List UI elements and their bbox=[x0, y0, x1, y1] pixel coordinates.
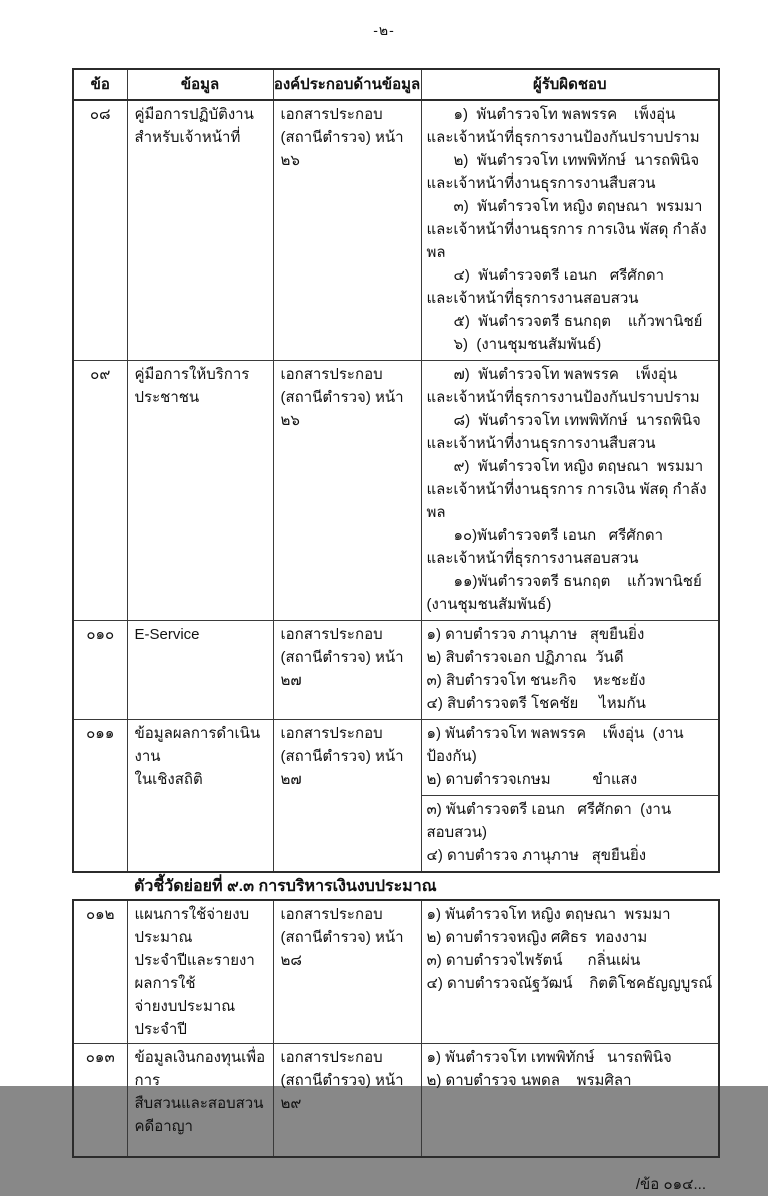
text-line: จ่ายงบประมาณ ประจำปี bbox=[134, 998, 240, 1038]
table-row bbox=[73, 621, 719, 720]
responsible-group bbox=[422, 621, 719, 719]
responsible-line: และเจ้าหน้าที่ธุรการงานป้องกันปราบปราม bbox=[426, 389, 700, 406]
section-title: ตัวชี้วัดย่อยที่ ๙.๓ การบริหารเงินงบประมาณ bbox=[134, 878, 437, 895]
responsible-line: ๙) พันตำรวจโท หญิง ตฤษณา พรมมา bbox=[453, 458, 704, 475]
responsible-line: ๗) พันตำรวจโท พลพรรค เพ็งอุ่น bbox=[453, 366, 678, 383]
table-row bbox=[73, 900, 719, 1044]
text-line: (สถานีตำรวจ) หน้า ๒๘ bbox=[280, 929, 408, 969]
responsible-line: ๓) ดาบตำรวจไพรัตน์ กลิ่นเผ่น bbox=[426, 952, 641, 969]
cell-data bbox=[127, 1044, 273, 1157]
text-line: เอกสารประกอบ bbox=[280, 906, 383, 923]
responsible-line: และเจ้าหน้าที่งานธุรการงานสืบสวน bbox=[426, 435, 656, 452]
budget-table bbox=[72, 899, 720, 1158]
cell-component bbox=[273, 100, 421, 361]
cell-data bbox=[127, 361, 273, 621]
responsible-line: ๑) ดาบตำรวจ ภานุภาษ สุขยืนยิ่ง bbox=[426, 626, 645, 643]
responsible-group bbox=[422, 795, 719, 871]
responsible-group bbox=[422, 101, 719, 360]
cell-responsible bbox=[421, 621, 719, 720]
responsible-line: (งานชุมชนสัมพันธ์) bbox=[426, 596, 552, 613]
responsible-line: ๓) พันตำรวจตรี เอนก ศรีศักดา (งานสอบสวน) bbox=[426, 801, 672, 841]
table-header-row bbox=[73, 69, 719, 100]
cell-no: ๐๑๓ bbox=[73, 1044, 127, 1157]
text-line: สำหรับเจ้าหน้าที่ bbox=[134, 129, 241, 146]
responsible-line: ๑) พันตำรวจโท เทพพิทักษ์ นารถพินิจ bbox=[426, 1049, 672, 1066]
table-row bbox=[73, 720, 719, 873]
cell-no: ๐๙ bbox=[73, 361, 127, 621]
responsible-line: ๒) ดาบตำรวจหญิง ศศิธร ทองงาม bbox=[426, 929, 648, 946]
cell-component bbox=[273, 900, 421, 1044]
responsible-group bbox=[422, 361, 719, 620]
responsible-line: ๑) พันตำรวจโท พลพรรค เพ็งอุ่น (งานป้องกัน) bbox=[426, 725, 684, 765]
cell-no: ๐๘ bbox=[73, 100, 127, 361]
responsible-group bbox=[422, 901, 719, 999]
header-cell-component: องค์ประกอบด้านข้อมูล bbox=[273, 69, 421, 100]
responsible-group bbox=[422, 720, 719, 795]
cell-component bbox=[273, 1044, 421, 1157]
cell-no: ๐๑๑ bbox=[73, 720, 127, 873]
responsible-line: ๑) พันตำรวจโท พลพรรค เพ็งอุ่น bbox=[453, 106, 676, 123]
text-line: (สถานีตำรวจ) หน้า ๒๗ bbox=[280, 748, 408, 788]
responsible-line: ๔) ดาบตำรวจ ภานุภาษ สุขยืนยิ่ง bbox=[426, 847, 647, 864]
responsible-line: ๑๑)พันตำรวจตรี ธนกฤต แก้วพานิชย์ bbox=[453, 573, 702, 590]
main-table bbox=[72, 68, 720, 873]
cell-no: ๐๑๐ bbox=[73, 621, 127, 720]
text-line: สืบสวนและสอบสวน bbox=[134, 1095, 264, 1112]
text-line: คู่มือการปฏิบัติงาน bbox=[134, 106, 254, 123]
cell-component bbox=[273, 720, 421, 873]
table-row bbox=[73, 361, 719, 621]
text-line: เอกสารประกอบ bbox=[280, 1049, 383, 1066]
responsible-line: ๒) ดาบตำรวจเกษม ขำแสง bbox=[426, 771, 638, 788]
cell-responsible bbox=[421, 900, 719, 1044]
text-line: แผนการใช้จ่ายงบประมาณ bbox=[134, 906, 250, 946]
responsible-line: ๔) สิบตำรวจตรี โชคชัย ไหมกัน bbox=[426, 695, 646, 712]
responsible-line: และเจ้าหน้าที่ธุรการงานป้องกันปราบปราม bbox=[426, 129, 700, 146]
header-cell-no: ข้อ bbox=[73, 69, 127, 100]
cell-data bbox=[127, 900, 273, 1044]
header-cell-responsible: ผู้รับผิดชอบ bbox=[421, 69, 719, 100]
responsible-line: ๑) พันตำรวจโท หญิง ตฤษณา พรมมา bbox=[426, 906, 671, 923]
table-row bbox=[73, 100, 719, 361]
responsible-line: และเจ้าหน้าที่งานธุรการ การเงิน พัสดุ กำลังพล bbox=[426, 221, 707, 261]
table-row bbox=[73, 1044, 719, 1157]
text-line: เอกสารประกอบ bbox=[280, 366, 383, 383]
responsible-line: ๓) สิบตำรวจโท ชนะกิจ หะชะยัง bbox=[426, 672, 646, 689]
responsible-line: ๒) พันตำรวจโท เทพพิทักษ์ นารถพินิจ bbox=[453, 152, 700, 169]
responsible-line: ๕) พันตำรวจตรี ธนกฤต แก้วพานิชย์ bbox=[453, 313, 703, 330]
cell-responsible bbox=[421, 361, 719, 621]
responsible-line: ๔) พันตำรวจตรี เอนก ศรีศักดา bbox=[453, 267, 665, 284]
cell-responsible bbox=[421, 720, 719, 873]
text-line: ประชาชน bbox=[134, 389, 200, 406]
responsible-line: ๘) พันตำรวจโท เทพพิทักษ์ นารถพินิจ bbox=[453, 412, 701, 429]
cell-responsible bbox=[421, 1044, 719, 1157]
text-line: ในเชิงสถิติ bbox=[134, 771, 203, 788]
responsible-line: และเจ้าหน้าที่ธุรการงานสอบสวน bbox=[426, 550, 639, 567]
text-line: คู่มือการให้บริการ bbox=[134, 366, 250, 383]
text-line: เอกสารประกอบ bbox=[280, 626, 383, 643]
main-table-body bbox=[73, 100, 719, 872]
text-line: (สถานีตำรวจ) หน้า ๒๖ bbox=[280, 389, 408, 429]
text-line: (สถานีตำรวจ) หน้า ๒๖ bbox=[280, 129, 408, 169]
page-number: -๒- bbox=[373, 22, 395, 38]
cell-data bbox=[127, 100, 273, 361]
footer-note: /ข้อ ๐๑๔... bbox=[635, 1175, 706, 1193]
text-line: เอกสารประกอบ bbox=[280, 106, 383, 123]
cell-data bbox=[127, 621, 273, 720]
text-line: ประจำปีและรายงาผลการใช้ bbox=[134, 952, 255, 992]
responsible-line: และเจ้าหน้าที่งานธุรการงานสืบสวน bbox=[426, 175, 656, 192]
responsible-line: ๒) ดาบตำรวจ นพดล พรมศิลา bbox=[426, 1072, 632, 1089]
text-line: ข้อมูลเงินกองทุนเพื่อการ bbox=[134, 1049, 266, 1089]
text-line: เอกสารประกอบ bbox=[280, 725, 383, 742]
cell-responsible bbox=[421, 100, 719, 361]
cell-component bbox=[273, 361, 421, 621]
cell-no: ๐๑๒ bbox=[73, 900, 127, 1044]
responsible-line: ๒) สิบตำรวจเอก ปฏิภาณ วันดี bbox=[426, 649, 624, 666]
responsible-line: ๑๐)พันตำรวจตรี เอนก ศรีศักดา bbox=[453, 527, 664, 544]
header-cell-data: ข้อมูล bbox=[127, 69, 273, 100]
text-line: E-Service bbox=[134, 626, 200, 643]
responsible-group bbox=[422, 1044, 719, 1096]
text-line: คดีอาญา bbox=[134, 1118, 193, 1135]
cell-data bbox=[127, 720, 273, 873]
cell-component bbox=[273, 621, 421, 720]
text-line: (สถานีตำรวจ) หน้า ๒๗ bbox=[280, 649, 408, 689]
responsible-line: ๖) (งานชุมชนสัมพันธ์) bbox=[453, 336, 602, 353]
responsible-line: ๓) พันตำรวจโท หญิง ตฤษณา พรมมา bbox=[453, 198, 703, 215]
text-line: (สถานีตำรวจ) หน้า ๒๙ bbox=[280, 1072, 408, 1112]
text-line: ข้อมูลผลการดำเนินงาน bbox=[134, 725, 261, 765]
budget-table-body bbox=[73, 900, 719, 1157]
responsible-line: และเจ้าหน้าที่งานธุรการ การเงิน พัสดุ กำลังพล bbox=[426, 481, 707, 521]
responsible-line: และเจ้าหน้าที่ธุรการงานสอบสวน bbox=[426, 290, 639, 307]
responsible-line: ๔) ดาบตำรวจณัฐวัฒน์ กิตติโชคธัญญบูรณ์ bbox=[426, 975, 713, 992]
